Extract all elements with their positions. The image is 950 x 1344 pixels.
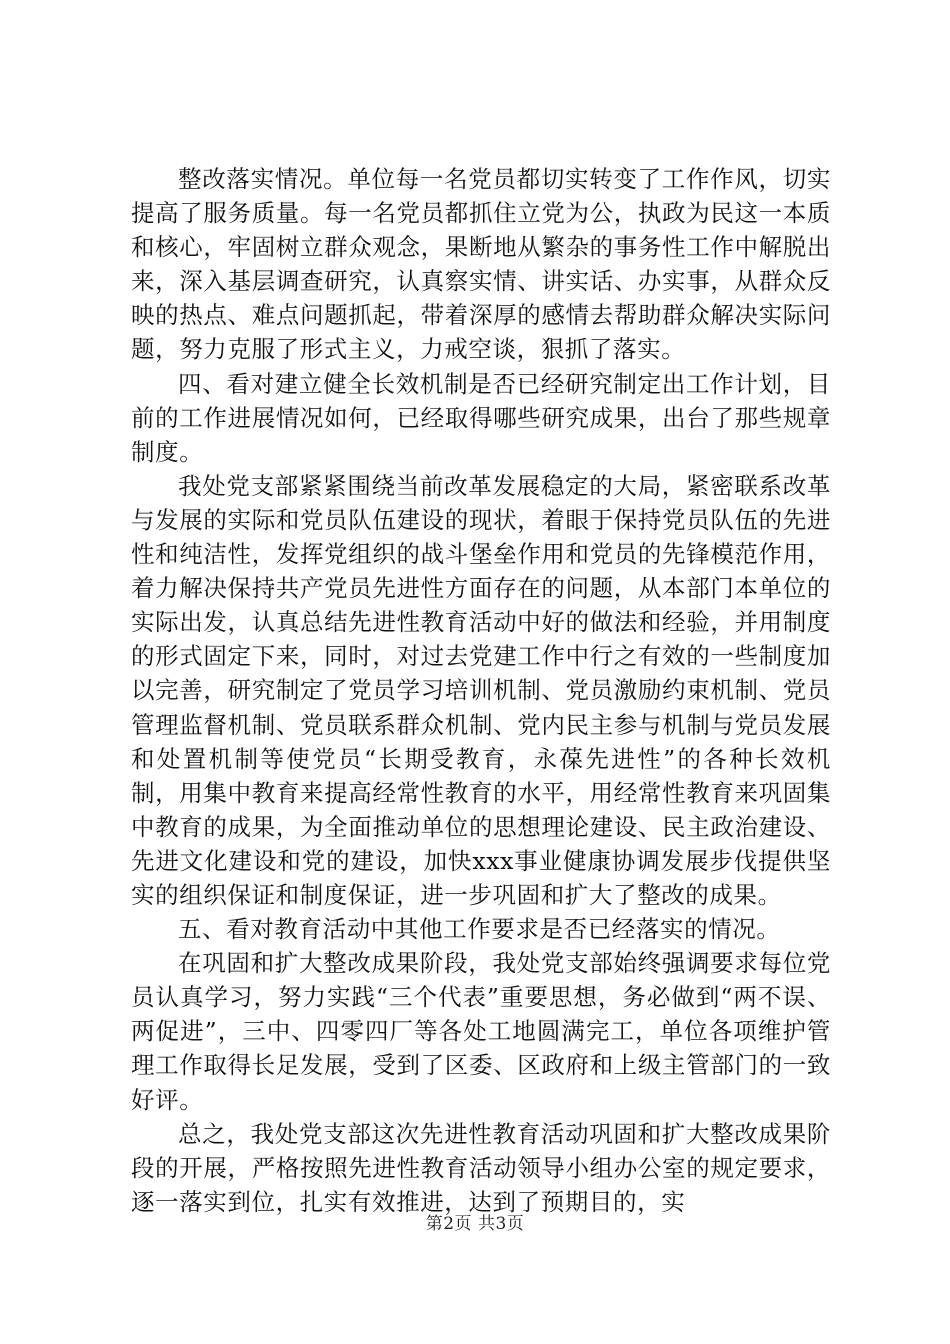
paragraph-section-five-heading: 五、看对教育活动中其他工作要求是否已经落实的情况。 xyxy=(178,915,781,944)
paragraph-section-four-heading: 四、看对建立健全长效机制是否已经研究制定出工作计划，目前的工作进展情况如何，已经取得哪些研究成果，出台了那些规章制度。 xyxy=(131,369,831,466)
paragraph-summary: 总之，我处党支部这次先进性教育活动巩固和扩大整改成果阶段的开展，严格按照先进性教育活动领导小组办公室的规定要求，逐一落实到位，扎实有效推进，达到了预期目的，实 xyxy=(131,1119,831,1216)
paragraph-long-term-mechanism: 我处党支部紧紧围绕当前改革发展稳定的大局，紧密联系改革与发展的实际和党员队伍建设的现状，着眼于保持党员队伍的先进性和纯洁性，发挥党组织的战斗堡垒作用和党员的先锋模范作用，着力解决保持共产党员先进性方面存在的问题，从本部门本单位的实际出发，认真总结先进性教育活动中好的做法和经验，并用制度的形式固定下来，同时，对过去党建工作中行之有效的一些制度加以完善，研究制定了党员学习培训机制、党员激励约束机制、党员管理监督机制、党员联系群众机制、党内民主参与机制与党员发展和处置机制等使党员“长期受教育，永葆先进性”的各种长效机制，用集中教育来提高经常性教育的水平，用经常性教育来巩固集中教育的成果，为全面推动单位的思想理论建设、民主政治建设、先进文化建设和党的建设，加快xxx事业健康协调发展步伐提供坚实的组织保证和制度保证，进一步巩固和扩大了整改的成果。 xyxy=(131,471,831,909)
paragraph-consolidation-stage: 在巩固和扩大整改成果阶段，我处党支部始终强调要求每位党员认真学习，努力实践“三个代表”重要思想，务必做到“两不误、两促进”，三中、四零四厂等各处工地圆满完工，单位各项维护管理工作取得长足发展，受到了区委、区政府和上级主管部门的一致好评。 xyxy=(131,949,831,1114)
page-number-footer: 第2页 共3页 xyxy=(425,1214,525,1234)
document-body xyxy=(131,162,831,1219)
paragraph-rectification-status: 整改落实情况。单位每一名党员都切实转变了工作作风，切实提高了服务质量。每一名党员都抓住立党为公，执政为民这一本质和核心，牢固树立群众观念，果断地从繁杂的事务性工作中解脱出来，深入基层调查研究，认真察实情、讲实话、办实事，从群众反映的热点、难点问题抓起，带着深厚的感情去帮助群众解决实际问题，努力克服了形式主义，力戒空谈，狠抓了落实。 xyxy=(131,165,831,364)
